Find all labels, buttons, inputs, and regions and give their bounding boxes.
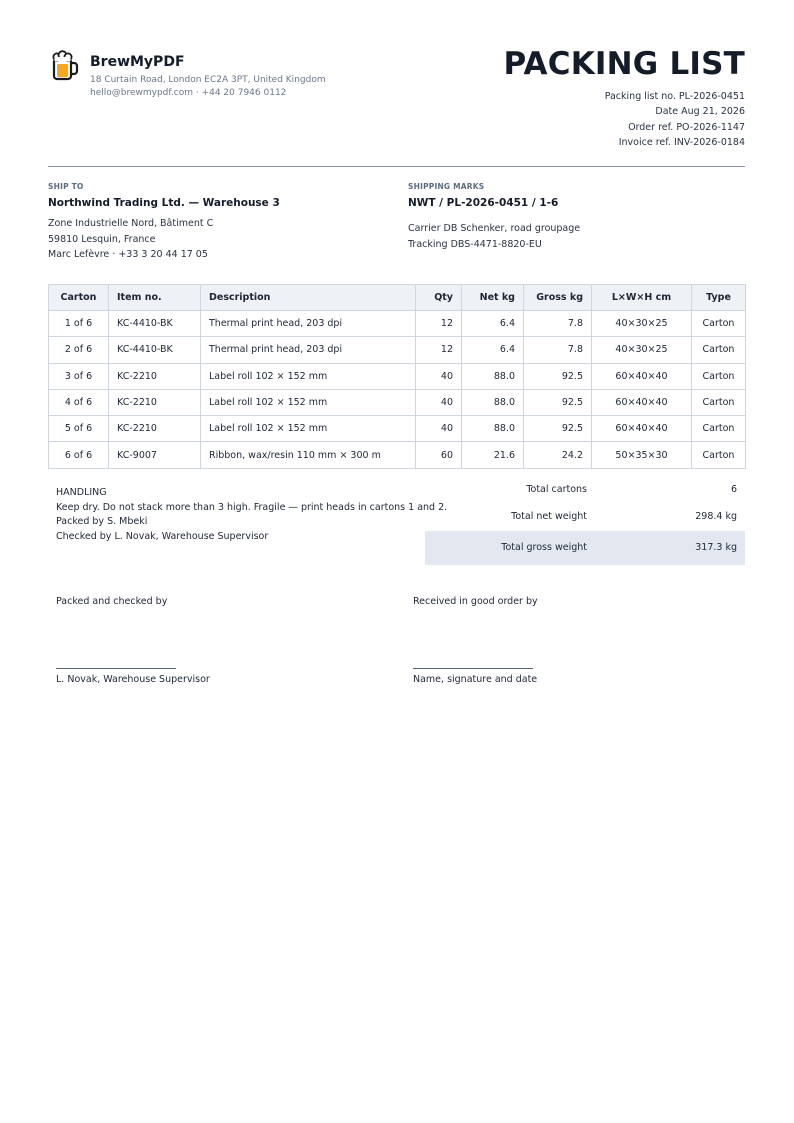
description-cell: Label roll 102 × 152 mm (201, 416, 416, 442)
column-header-dimensions: L×W×H cm (592, 285, 692, 311)
type-cell: Carton (692, 442, 746, 468)
ship-to-line: Marc Lefèvre · +33 3 20 44 17 05 (48, 249, 208, 260)
document-date: Date Aug 21, 2026 (655, 106, 745, 118)
company-address: 18 Curtain Road, London EC2A 3PT, United Kingdom (90, 75, 326, 85)
column-header-description: Description (201, 285, 416, 311)
type-cell: Carton (692, 363, 746, 389)
carton-table (48, 284, 746, 469)
packed-by: Packed by S. Mbeki (56, 516, 148, 528)
gross-kg-cell: 92.5 (524, 363, 592, 389)
item-no-cell: KC-4410-BK (109, 337, 201, 363)
column-header-carton: Carton (49, 285, 109, 311)
gross-kg-cell: 92.5 (524, 389, 592, 415)
packer-signature-title: Packed and checked by (56, 596, 168, 607)
item-no-cell: KC-2210 (109, 416, 201, 442)
net-kg-cell: 6.4 (462, 337, 524, 363)
receiver-signature-line (413, 668, 533, 669)
packing-list-number: Packing list no. PL-2026-0451 (604, 91, 745, 102)
type-cell: Carton (692, 337, 746, 363)
company-name: BrewMyPDF (90, 54, 185, 70)
carrier-line: Carrier DB Schenker, road groupage (408, 223, 581, 234)
table-row (49, 416, 746, 442)
item-no-cell: KC-4410-BK (109, 311, 201, 337)
handling-notes (56, 486, 447, 545)
dimensions-cell: 40×30×25 (592, 311, 692, 337)
ship-to-line: 59810 Lesquin, France (48, 233, 156, 245)
receiver-signature-block (413, 596, 713, 685)
checked-by: Checked by L. Novak, Warehouse Supervisor (56, 531, 269, 543)
type-cell: Carton (692, 311, 746, 337)
gross-kg-cell: 7.8 (524, 337, 592, 363)
gross-kg-cell: 24.2 (524, 442, 592, 468)
column-header-net-kg: Net kg (462, 285, 524, 311)
qty-cell: 40 (416, 363, 462, 389)
column-header-gross-kg: Gross kg (524, 285, 592, 311)
table-row (49, 311, 746, 337)
column-header-qty: Qty (416, 285, 462, 311)
net-kg-cell: 6.4 (462, 311, 524, 337)
document-meta (605, 89, 745, 150)
company-header (48, 48, 388, 108)
gross-kg-cell: 92.5 (524, 416, 592, 442)
dimensions-cell: 40×30×25 (592, 337, 692, 363)
qty-cell: 60 (416, 442, 462, 468)
column-header-item-no: Item no. (109, 285, 201, 311)
total-net-weight-value: 298.4 kg (695, 511, 737, 522)
carton-cell: 1 of 6 (49, 311, 109, 337)
description-cell: Thermal print head, 203 dpi (201, 337, 416, 363)
table-row (49, 442, 746, 468)
dimensions-cell: 60×40×40 (592, 389, 692, 415)
shipping-marks-label: SHIPPING MARKS (408, 182, 485, 191)
gross-kg-cell: 7.8 (524, 311, 592, 337)
receiver-signature-caption: Name, signature and date (413, 674, 538, 685)
ship-to-name: Northwind Trading Ltd. — Warehouse 3 (48, 197, 280, 209)
ship-to-block (48, 182, 388, 263)
beer-mug-icon (50, 50, 80, 82)
carton-cell: 3 of 6 (49, 363, 109, 389)
total-cartons-label: Total cartons (526, 484, 587, 495)
total-net-weight-row (425, 503, 745, 530)
receiver-signature-title: Received in good order by (413, 596, 538, 607)
total-net-weight-label: Total net weight (511, 511, 587, 522)
item-no-cell: KC-9007 (109, 442, 201, 468)
type-cell: Carton (692, 389, 746, 415)
packer-signature-block (56, 596, 356, 685)
net-kg-cell: 88.0 (462, 363, 524, 389)
invoice-reference: Invoice ref. INV-2026-0184 (618, 136, 745, 148)
table-row (49, 363, 746, 389)
shipping-mark: NWT / PL-2026-0451 / 1-6 (408, 197, 559, 209)
dimensions-cell: 50×35×30 (592, 442, 692, 468)
dimensions-cell: 60×40×40 (592, 416, 692, 442)
description-cell: Label roll 102 × 152 mm (201, 363, 416, 389)
total-gross-weight-value: 317.3 kg (695, 542, 737, 553)
qty-cell: 12 (416, 311, 462, 337)
header-divider (48, 166, 745, 167)
dimensions-cell: 60×40×40 (592, 363, 692, 389)
ship-to-label: SHIP TO (48, 182, 84, 191)
qty-cell: 12 (416, 337, 462, 363)
totals-block (425, 476, 745, 565)
net-kg-cell: 88.0 (462, 416, 524, 442)
carton-cell: 6 of 6 (49, 442, 109, 468)
description-cell: Thermal print head, 203 dpi (201, 311, 416, 337)
table-row (49, 337, 746, 363)
total-gross-weight-row (425, 531, 745, 565)
total-cartons-value: 6 (730, 484, 737, 495)
item-no-cell: KC-2210 (109, 363, 201, 389)
description-cell: Label roll 102 × 152 mm (201, 389, 416, 415)
company-contact: hello@brewmypdf.com · +44 20 7946 0112 (90, 88, 287, 98)
net-kg-cell: 88.0 (462, 389, 524, 415)
packer-signature-caption: L. Novak, Warehouse Supervisor (56, 674, 210, 685)
type-cell: Carton (692, 416, 746, 442)
order-reference: Order ref. PO-2026-1147 (628, 121, 745, 133)
qty-cell: 40 (416, 389, 462, 415)
description-cell: Ribbon, wax/resin 110 mm × 300 m (201, 442, 416, 468)
document-title: PACKING LIST (503, 46, 745, 82)
total-gross-weight-label: Total gross weight (501, 542, 587, 553)
handling-instructions: Keep dry. Do not stack more than 3 high. Fragile — print heads in cartons 1 and 2. (56, 501, 448, 513)
packer-signature-line (56, 668, 176, 669)
total-cartons-row (425, 476, 745, 503)
handling-title: HANDLING (56, 487, 107, 498)
tracking-line: Tracking DBS-4471-8820-EU (408, 238, 542, 250)
item-no-cell: KC-2210 (109, 389, 201, 415)
shipping-marks-block (408, 182, 748, 252)
carton-cell: 2 of 6 (49, 337, 109, 363)
carton-cell: 5 of 6 (49, 416, 109, 442)
table-row (49, 389, 746, 415)
net-kg-cell: 21.6 (462, 442, 524, 468)
qty-cell: 40 (416, 416, 462, 442)
table-header-row (49, 285, 746, 311)
carton-cell: 4 of 6 (49, 389, 109, 415)
column-header-type: Type (692, 285, 746, 311)
ship-to-line: Zone Industrielle Nord, Bâtiment C (48, 218, 214, 229)
